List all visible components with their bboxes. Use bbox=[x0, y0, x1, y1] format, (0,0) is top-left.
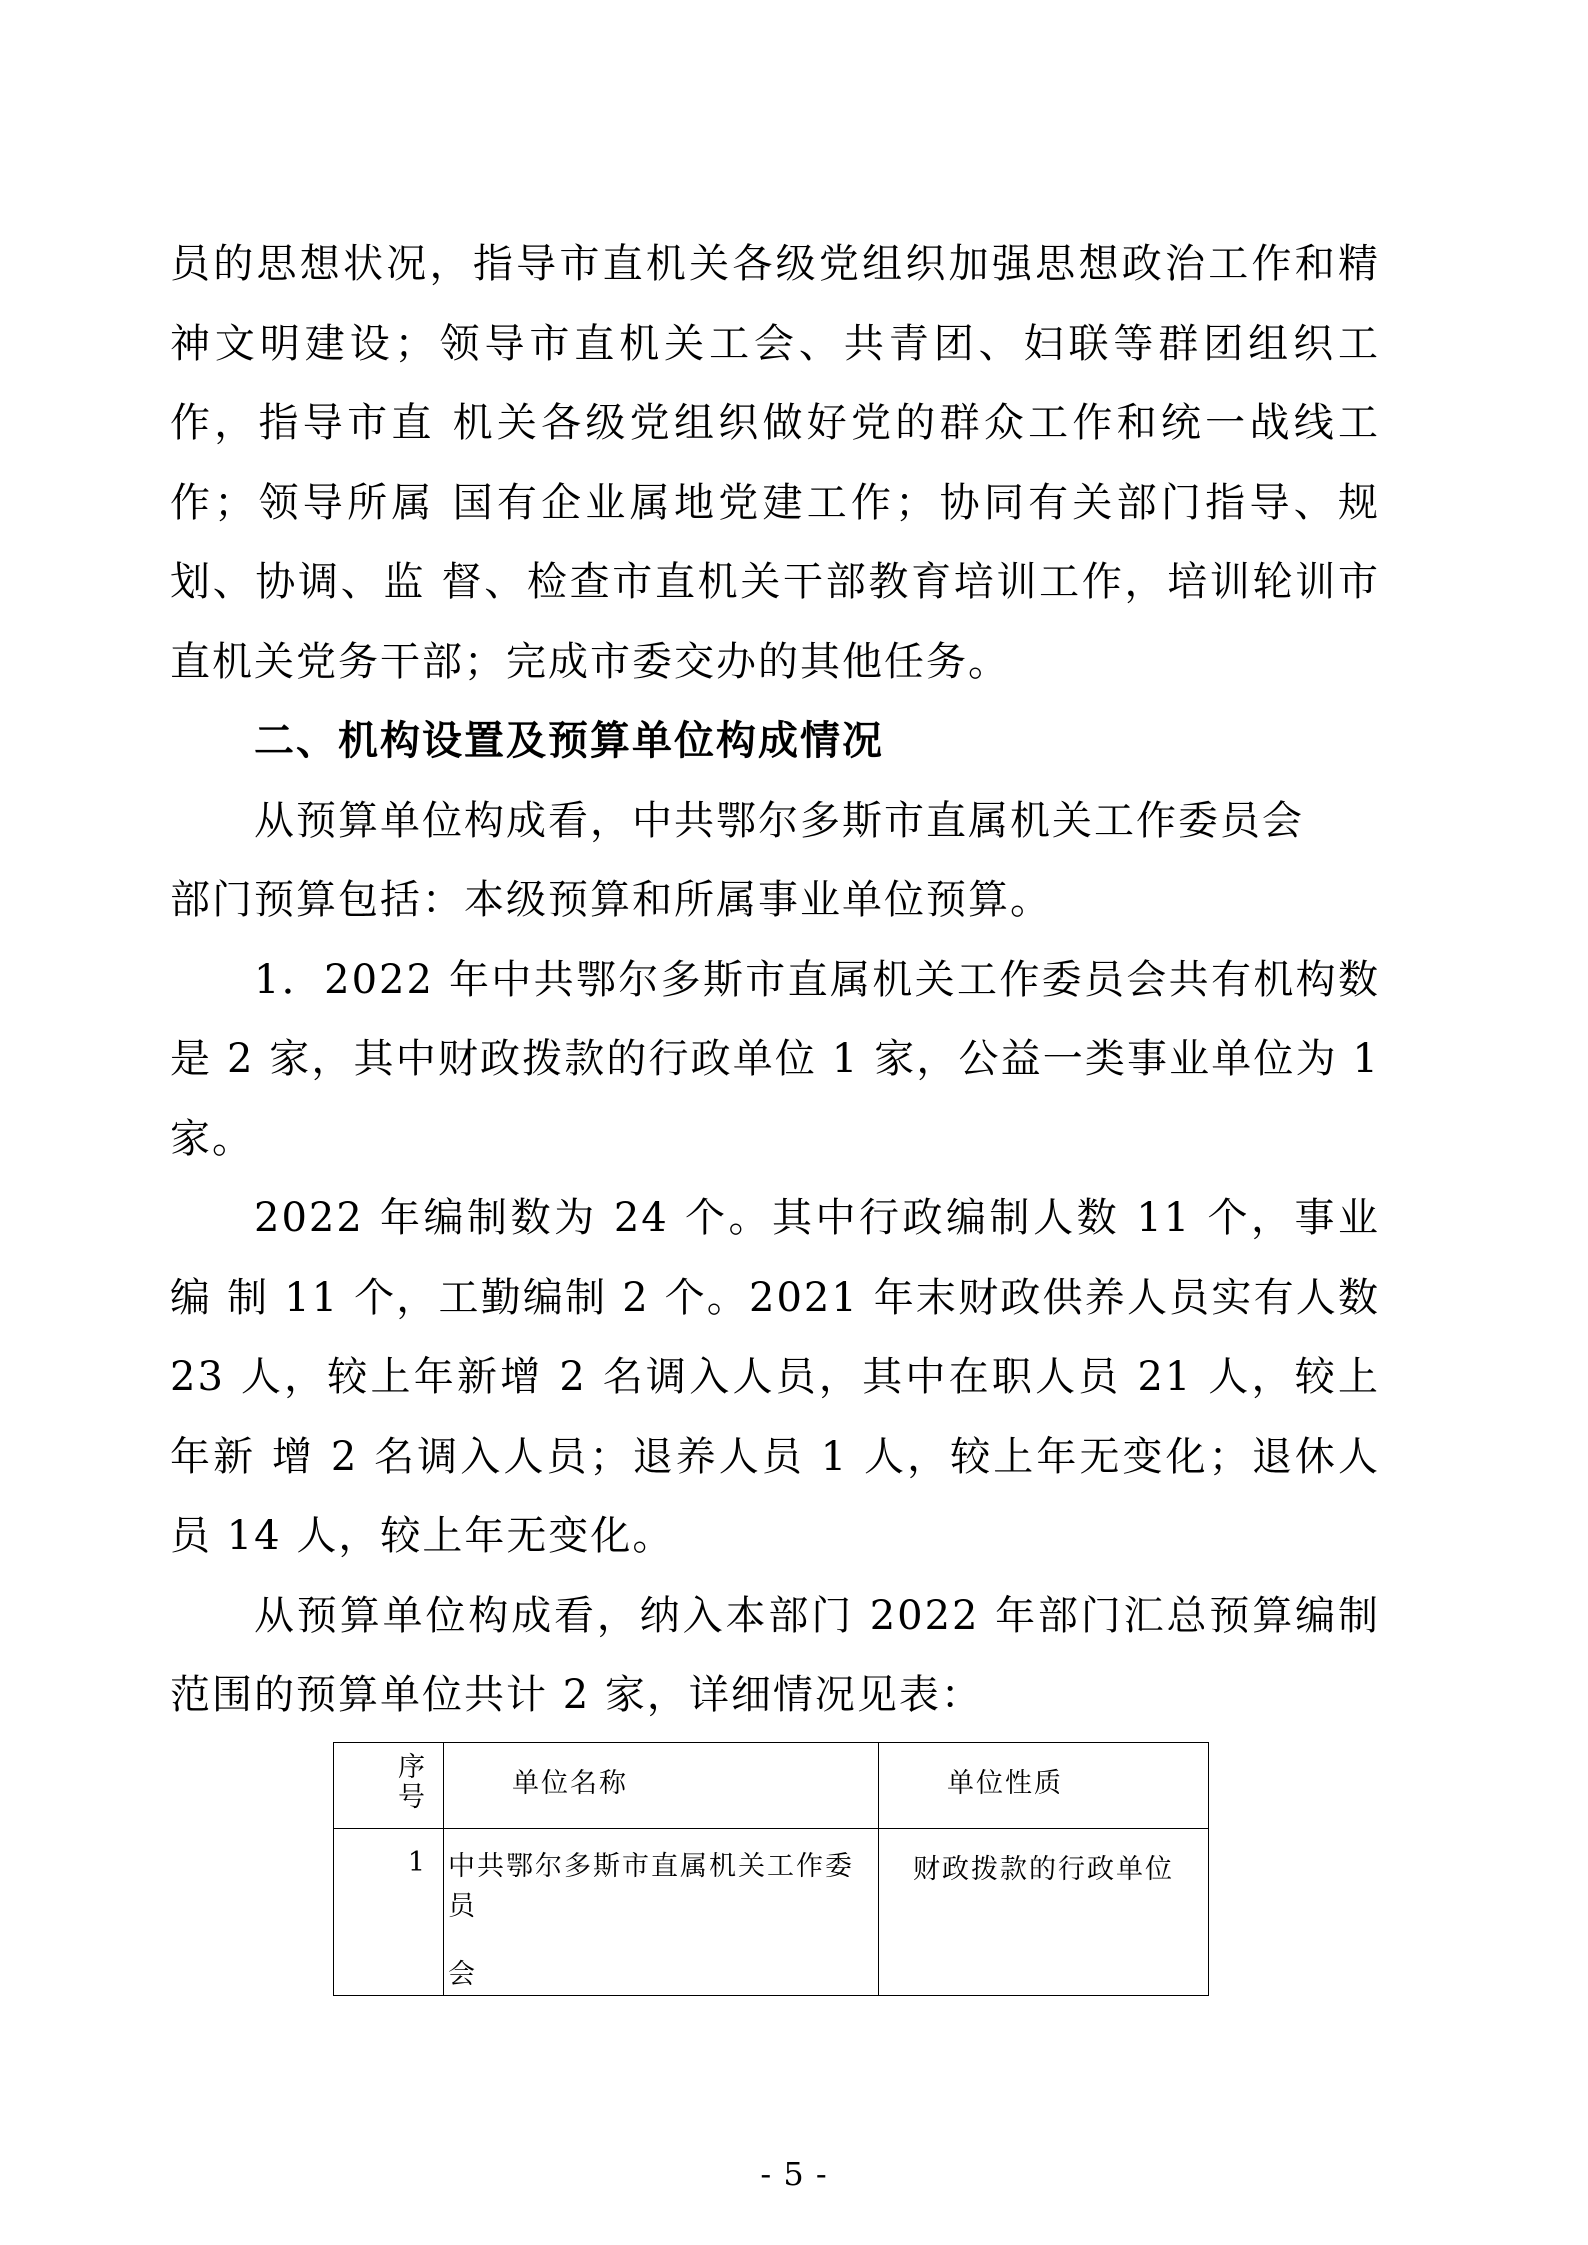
paragraph-institution-count: 1．2022 年中共鄂尔多斯市直属机关工作委员会共有机构数是 2 家，其中财政拨款的行政单位 1 家，公益一类事业单位为 1 家。 bbox=[170, 956, 1380, 1162]
header-unit-name: 单位名称 bbox=[444, 1743, 879, 1829]
cell-unit-name bbox=[444, 1829, 879, 1996]
paragraph-staffing: 2022 年编制数为 24 个。其中行政编制人数 11 个，事业编 制 11 个，工勤编制 2 个。2021 年末财政供养人员实有人数 23 人，较上年新增 2 名调入人员，其中在职人员 21 人，较上年新 增 2 名调入人员；退养人员 1 人，较上年无变化；退休人员 14 人，较上年无变化。 bbox=[170, 1195, 1380, 1559]
cell-unit-name-line2: 会 bbox=[448, 1959, 477, 1990]
table-row bbox=[334, 1829, 1209, 1996]
paragraph-budget-composition-line1: 从预算单位构成看，中共鄂尔多斯市直属机关工作委员会 bbox=[254, 797, 1304, 844]
section-heading: 二、机构设置及预算单位构成情况 bbox=[254, 718, 884, 764]
header-unit-nature: 单位性质 bbox=[879, 1743, 1209, 1829]
cell-seq: 1 bbox=[334, 1829, 444, 1996]
table-header-row bbox=[334, 1743, 1209, 1829]
paragraph-duties: 员的思想状况，指导市直机关各级党组织加强思想政治工作和精神文明建设；领导市直机关工会、共青团、妇联等群团组织工作，指导市直 机关各级党组织做好党的群众工作和统一战线工作；领导所属 国有企业属地党建工作；协同有关部门指导、规划、协调、监 督、检查市直机关干部教育培训工作，培训轮训市直机关党务干部；完成市委交办的其他任务。 bbox=[170, 241, 1380, 685]
page-number: - 5 - bbox=[760, 2155, 828, 2193]
budget-unit-table bbox=[333, 1742, 1209, 1996]
cell-unit-nature: 财政拨款的行政单位 bbox=[879, 1829, 1209, 1996]
paragraph-budget-composition-line2: 部门预算包括：本级预算和所属事业单位预算。 bbox=[170, 877, 1052, 923]
header-seq-top: 序 bbox=[398, 1752, 427, 1783]
document-body bbox=[170, 225, 1380, 1736]
header-seq bbox=[334, 1743, 444, 1829]
budget-unit-table-wrapper bbox=[333, 1742, 1209, 1996]
cell-unit-name-line1: 中共鄂尔多斯市直属机关工作委员 bbox=[448, 1851, 854, 1922]
header-seq-bottom: 号 bbox=[398, 1782, 427, 1813]
paragraph-budget-units: 从预算单位构成看，纳入本部门 2022 年部门汇总预算编制范围的预算单位共计 2 家，详细情况见表： bbox=[170, 1592, 1380, 1718]
